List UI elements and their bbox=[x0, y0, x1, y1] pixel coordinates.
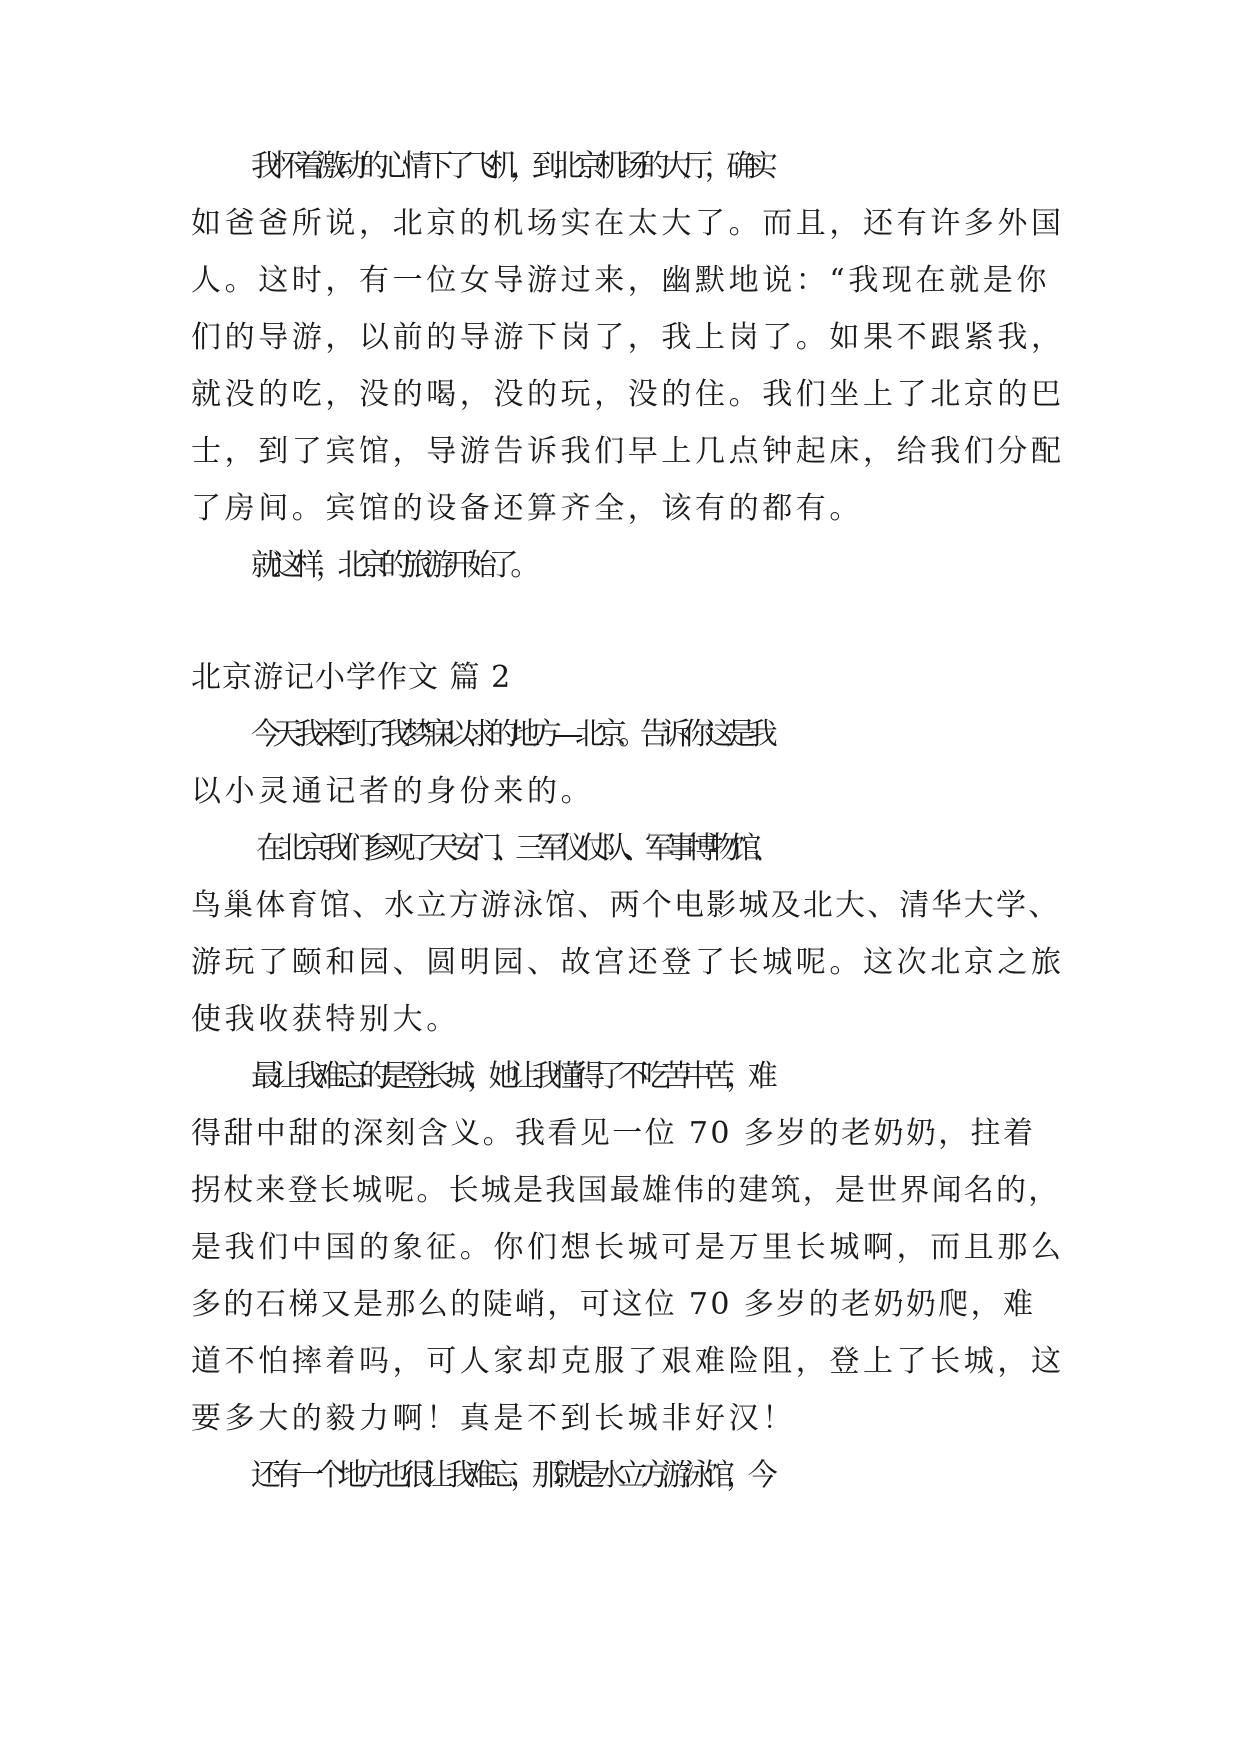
text-line: 我怀着激动的心情下了飞机，到北京机场的大厅，确实 bbox=[251, 149, 770, 184]
text-line: 在北京我们参观了天安门、三军仪仗队、军事博物馆、 bbox=[256, 831, 775, 866]
text-line: 是我们中国的象征。你们想长城可是万里长城啊，而且那么 bbox=[191, 1230, 1065, 1265]
text-line: 了房间。宾馆的设备还算齐全，该有的都有。 bbox=[191, 491, 863, 526]
text-line: 就没的吃，没的喝，没的玩，没的住。我们坐上了北京的巴 bbox=[191, 377, 1065, 412]
text-line: 道不怕摔着吗，可人家却克服了艰难险阻，登上了长城，这 bbox=[191, 1344, 1065, 1379]
text-line: 今天我来到了我梦寐以求的地方—北京。告诉你这是我 bbox=[251, 717, 770, 752]
text-line: 人。这时，有一位女导游过来，幽默地说：“我现在就是你 bbox=[191, 263, 1050, 298]
text-line: 士，到了宾馆，导游告诉我们早上几点钟起床，给我们分配 bbox=[191, 434, 1065, 469]
text-line: 就这样，北京的旅游开始了。 bbox=[251, 548, 532, 583]
text-line: 以小灵通记者的身份来的。 bbox=[191, 774, 595, 809]
text-line: 如爸爸所说，北京的机场实在太大了。而且，还有许多外国 bbox=[191, 206, 1065, 241]
text-line: 要多大的毅力啊！真是不到长城非好汉！ bbox=[191, 1401, 796, 1436]
text-line: 使我收获特别大。 bbox=[191, 1002, 460, 1037]
text-line: 还有一个地方也很让我难忘，那就是水立方游泳馆，今 bbox=[251, 1458, 770, 1493]
text-line: 多的石梯又是那么的陡峭，可这位 70 多岁的老奶奶爬，难 bbox=[191, 1287, 1036, 1322]
text-line: 游玩了颐和园、圆明园、故宫还登了长城呢。这次北京之旅 bbox=[191, 945, 1065, 980]
text-line: 们的导游，以前的导游下岗了，我上岗了。如果不跟紧我， bbox=[191, 320, 1065, 355]
text-line: 拐杖来登长城呢。长城是我国最雄伟的建筑，是世界闻名的， bbox=[191, 1173, 1061, 1208]
section-heading: 北京游记小学作文 篇 2 bbox=[191, 660, 512, 695]
text-line: 得甜中甜的深刻含义。我看见一位 70 多岁的老奶奶，拄着 bbox=[191, 1116, 1036, 1151]
text-line: 最让我难忘的是登长城，她让我懂得了不吃苦中苦，难 bbox=[251, 1059, 770, 1094]
text-line: 鸟巢体育馆、水立方游泳馆、两个电影城及北大、清华大学、 bbox=[191, 888, 1061, 923]
